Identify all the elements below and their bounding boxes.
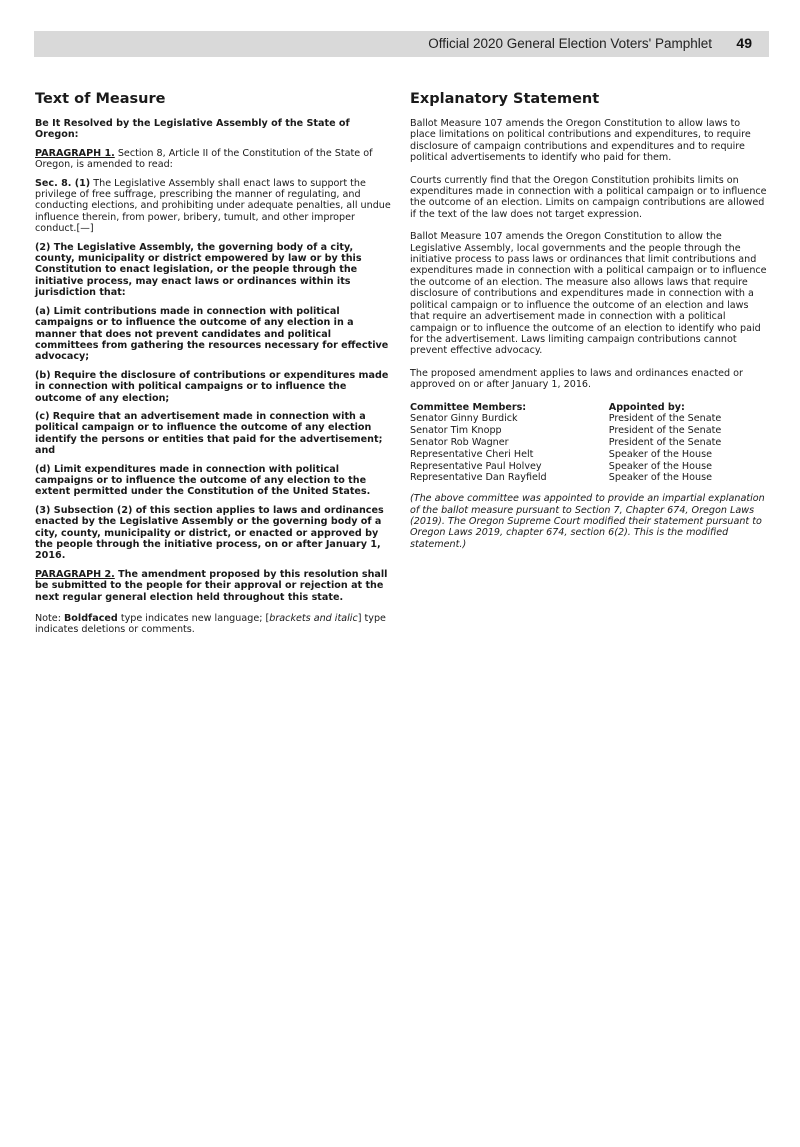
committee-table — [410, 402, 768, 485]
committee-row — [410, 461, 768, 473]
text-of-measure-column — [35, 90, 393, 643]
subsection-2a: (a) Limit contributions made in connection with political campaigns or to influence the outcome of any election in a manner that does not prevent candidates and political committees from gathering the resources necessary for effective advocacy; — [35, 305, 389, 363]
resolution-intro: Be It Resolved by the Legislative Assembly of the State of Oregon: — [35, 118, 350, 141]
note-italic: brackets and italic — [269, 613, 358, 625]
committee-appointed-by: President of the Senate — [608, 436, 722, 448]
committee-row — [410, 437, 768, 449]
paragraph-1-text: Section 8, Article II of the Constitution of the State of Oregon, is amended to read: — [35, 147, 373, 171]
subsection-3: (3) Subsection (2) of this section applies to laws and ordinances enacted by the Legislative Assembly or the governing body of a city, county, municipality or district, or enacted or approved by the people through the initiative process, on or after January 1, 2016. — [35, 504, 384, 562]
note-bold: Boldfaced — [64, 613, 118, 625]
committee-member: Representative Dan Rayfield — [410, 472, 547, 484]
explanatory-statement-column — [410, 90, 768, 557]
page-number: 49 — [736, 35, 752, 51]
committee-member: Representative Cheri Helt — [410, 448, 534, 460]
pamphlet-title: Official 2020 General Election Voters' Pamphlet — [428, 36, 712, 51]
committee-appointed-by: Speaker of the House — [608, 472, 712, 484]
explanatory-paragraph-4: The proposed amendment applies to laws and ordinances enacted or approved on or after January 1, 2016. — [410, 367, 743, 391]
paragraph-2 — [35, 569, 393, 603]
section-8-label: Sec. 8. (1) — [35, 177, 91, 189]
committee-header-row — [410, 402, 768, 414]
committee-row — [410, 425, 768, 437]
committee-appointed-by: President of the Senate — [608, 413, 722, 425]
paragraph-2-text: The amendment proposed by this resolution shall be submitted to the people for their approval or rejection at the next regular general election held throughout this state. — [35, 568, 388, 603]
paragraph-2-label: PARAGRAPH 2. — [35, 568, 115, 580]
committee-member: Representative Paul Holvey — [410, 460, 542, 472]
committee-footnote: (The above committee was appointed to provide an impartial explanation of the ballot measure pursuant to Section 7, Chapter 674, Oregon Laws (2019). The Oregon Supreme Court modified their statement pursuant to Oregon Laws 2019, chapter 674, section 6(2). This is the modified statement.) — [410, 493, 765, 550]
committee-member: Senator Tim Knopp — [410, 425, 502, 437]
subsection-2d: (d) Limit expenditures made in connection with political campaigns or to influence the outcome of any election to the extent permitted under the Constitution of the United States. — [35, 463, 371, 498]
text-of-measure-heading: Text of Measure — [35, 91, 166, 107]
explanatory-paragraph-2: Courts currently find that the Oregon Constitution prohibits limits on expenditures made in connection with a political campaign or to influence the outcome of an election. Limits on campaign contributions are allowed if the text of the law does not target expression. — [410, 174, 767, 220]
note-end: ] type indicates deletions or comments. — [35, 613, 386, 636]
subsection-2b: (b) Require the disclosure of contributions or expenditures made in connection with political campaigns or to influence the outcome of any election; — [35, 369, 389, 404]
committee-appointed-by: Speaker of the House — [608, 460, 712, 472]
appointed-by-header: Appointed by: — [608, 401, 685, 413]
committee-members-header: Committee Members: — [410, 401, 527, 413]
subsection-2: (2) The Legislative Assembly, the governing body of a city, county, municipality or district empowered by law or by this Constitution to enact legislation, or the people through the initiative process, may enact laws or ordinances within its jurisdiction that: — [35, 241, 362, 299]
paragraph-1-label: PARAGRAPH 1. — [35, 147, 115, 159]
committee-row — [410, 413, 768, 425]
committee-appointed-by: Speaker of the House — [608, 448, 712, 460]
note-mid: type indicates new language; [ — [117, 613, 270, 625]
subsection-2c: (c) Require that an advertisement made in connection with a political campaign or to influence the outcome of any election identify the persons or entities that paid for the advertisement; and — [35, 410, 383, 457]
committee-row — [410, 472, 768, 484]
note-prefix: Note: — [35, 613, 64, 625]
explanatory-paragraph-1: Ballot Measure 107 amends the Oregon Constitution to allow laws to place limitations on political contributions and expenditures, to require disclosure of campaign contributions and expenditures and to require political advertisements to identify who paid for them. — [410, 118, 751, 164]
explanatory-statement-heading: Explanatory Statement — [410, 91, 600, 107]
paragraph-1 — [35, 148, 393, 171]
committee-appointed-by: President of the Senate — [608, 425, 722, 437]
section-8 — [35, 178, 393, 235]
page-header — [34, 31, 769, 57]
committee-member: Senator Rob Wagner — [410, 436, 509, 448]
committee-row — [410, 449, 768, 461]
explanatory-paragraph-3: Ballot Measure 107 amends the Oregon Constitution to allow the Legislative Assembly, local governments and the people through the initiative process to pass laws or ordinances that limit contributions and expenditures made in connection with a political campaign or to influence the outcome of an election. The measure also allows laws that require disclosure of contributions and expenditures made in connection with a political campaign or to influence the outcome of an election and laws that require an advertisement made in connection with a political campaign or to influence the outcome of an election to identify who paid for the advertisement. Laws limiting campaign contributions cannot prevent effective advocacy. — [410, 231, 767, 357]
formatting-note — [35, 613, 393, 636]
committee-member: Senator Ginny Burdick — [410, 413, 518, 425]
section-8-text: The Legislative Assembly shall enact laws to support the privilege of free suffrage, prescribing the manner of regulating, and conducting elections, and prohibiting under adequate penalties, all undue influence therein, from power, bribery, tumult, and other improper conduct.[—] — [35, 177, 391, 235]
